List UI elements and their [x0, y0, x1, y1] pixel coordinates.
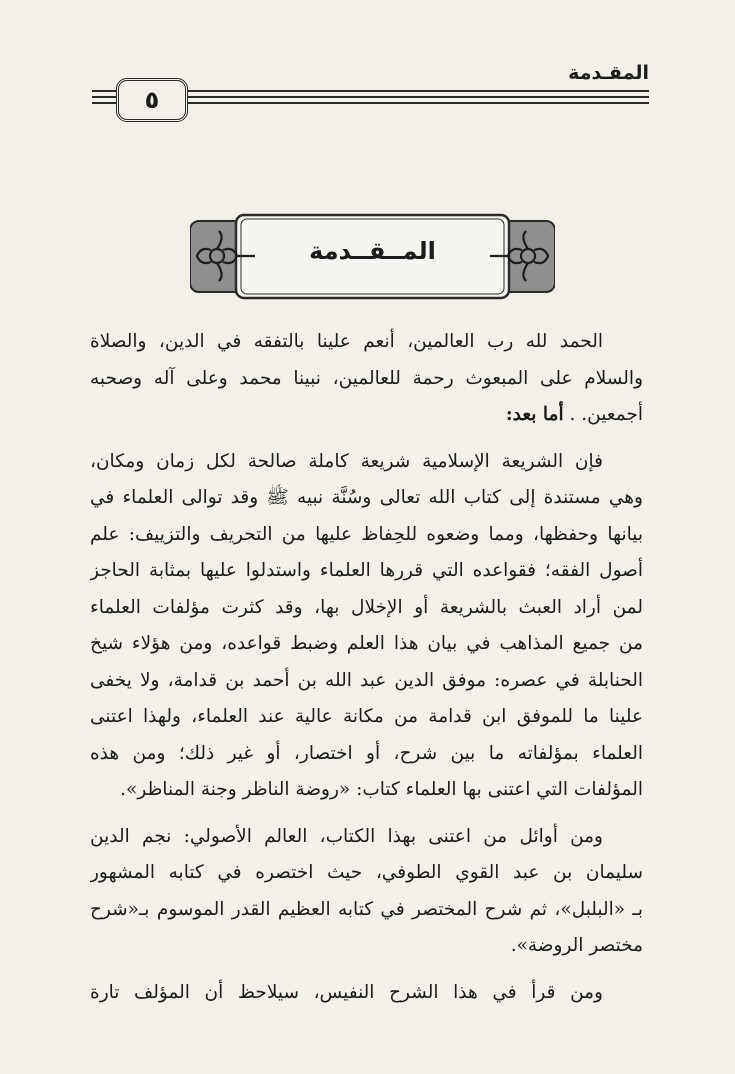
text-line: سليمان بن عبد القوي الطوفي، حيث اختصره في كتابه المشهور — [90, 862, 643, 883]
text-line: الحنابلة في عصره: موفق الدين عبد الله بن أحمد بن قدامة، ولا يخفى — [90, 669, 643, 691]
text-line: مختصر الروضة». — [510, 935, 643, 956]
text-fragment-bold: أما بعد: — [505, 404, 564, 425]
text-line: ومن أوائل من اعتنى بهذا الكتاب، العالم الأصولي: نجم الدين — [90, 825, 603, 847]
text-line: بـ «البلبل»، ثم شرح المختصر في كتابه العظيم القدر الموسوم بـ«شرح — [90, 898, 643, 920]
text-line: المؤلفات التي اعتنى بها العلماء كتاب: «روضة الناظر وجنة المناظر». — [120, 779, 643, 800]
body-text — [90, 324, 643, 1021]
paragraph — [90, 819, 643, 965]
text-line: من جميع المذاهب في بيان هذا العلم وضبط قواعده، ومن هؤلاء شيخ — [90, 633, 643, 654]
text-line: العلماء بمؤلفاته ما بين شرح، أو اختصار، أو غير ذلك؛ ومن هذه — [90, 742, 643, 764]
text-line: أصول الفقه؛ فقواعده التي قررها العلماء واستدلوا عليها بمثابة الحاجز — [90, 560, 643, 581]
paragraph — [90, 975, 643, 1012]
text-line: الحمد لله رب العالمين، أنعم علينا بالتفقه في الدين، والصلاة — [90, 331, 603, 352]
text-line: فإن الشريعة الإسلامية شريعة كاملة صالحة لكل زمان ومكان، — [90, 450, 603, 472]
running-title: المقـدمة — [568, 62, 649, 84]
text-line: والسلام على المبعوث رحمة للعالمين، نبينا محمد وعلى آله وصحبه — [90, 367, 643, 389]
paragraph — [90, 444, 643, 809]
text-line: لمن أراد العبث بالشريعة أو الإخلال بها، وقد كثرت مؤلفات العلماء — [90, 596, 643, 618]
text-line: ومن قرأ في هذا الشرح النفيس، سيلاحظ أن المؤلف تارة — [90, 981, 603, 1003]
chapter-title: المــقــدمة — [309, 237, 436, 265]
text-line: علينا ما للموفق ابن قدامة من مكانة عالية عند العلماء، ولهذا اعتنى — [90, 706, 643, 727]
chapter-title-frame — [190, 213, 555, 300]
page-number-text: ٥ — [144, 86, 160, 114]
paragraph — [90, 324, 643, 434]
text-line — [90, 397, 643, 434]
text-fragment: أجمعين. . — [569, 404, 643, 425]
text-line: وهي مستندة إلى كتاب الله تعالى وسُنَّة نبيه ﷺ وقد توالى العلماء في — [90, 487, 643, 508]
text-line: بيانها وحفظها، ومما وضعوه للحِفاظ عليها من التحريف والتزييف: علم — [90, 523, 643, 545]
page-number — [116, 78, 188, 122]
